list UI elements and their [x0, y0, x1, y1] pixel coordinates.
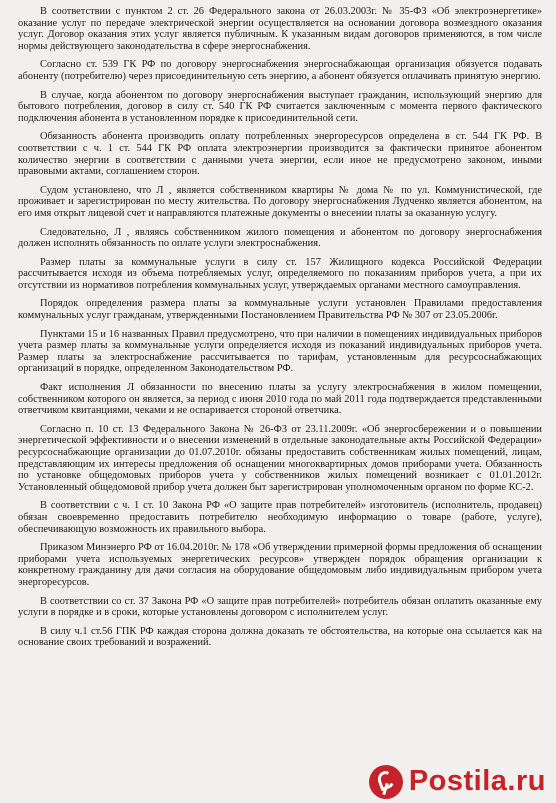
paragraph: В случае, когда абонентом по договору энергоснабжения выступает гражданин, использующий энергию для бытового потребления, договор в силу ст. 540 ГК РФ считается заключенным с момента первого фактического подключения абонента в установленном порядке к присоединительной сети.: [18, 89, 542, 124]
watermark-text: Postila.ru: [408, 765, 546, 798]
paragraph: Следовательно, Л , являясь собственником жилого помещения и абонентом по договору энергоснабжения должен исполнять обязанность по оплате услуги электроснабжения.: [18, 226, 542, 250]
pin-icon: [369, 765, 403, 799]
paragraph: Приказом Минэнерго РФ от 16.04.2010г. № 178 «Об утверждении примерной формы предложения об оснащении приборами учета используемых энергетических ресурсов» утвержден порядок обращения организации к конкретному гражданину для дачи согласия на оборудование общедомовым либо индивидуальным прибором учета энергоресурсов.: [18, 542, 542, 588]
paragraph: В силу ч.1 ст.56 ГПК РФ каждая сторона должна доказать те обстоятельства, на которые она ссылается как на основание своих требований и возражений.: [18, 625, 542, 649]
paragraph: Обязанность абонента производить оплату потребленных энергоресурсов определена в ст. 544 ГК РФ. В соответствии с ч. 1 ст. 544 ГК РФ оплата электроэнергии производится за фактически принятое абонентом количество энергии в соответствии с данными учета энергии, если иное не предусмотрено законом, иными правовыми актами, соглашением сторон.: [18, 131, 542, 178]
paragraph: Пунктами 15 и 16 названных Правил предусмотрено, что при наличии в помещениях индивидуальных приборов учета размер платы за коммунальные услуги определяется исходя из показаний индивидуальных приборов учета. Размер платы за электроснабжение рассчитывается по тарифам, установленным для ресурсоснабжающих организаций в порядке, определенном Законодательством РФ.: [18, 328, 542, 375]
paragraph: Судом установлено, что Л , является собственником квартиры № дома № по ул. Коммунистической, где проживает и зарегистрирован по месту жительства. По договору энергоснабжения Лудченко является абонентом, на его имя открыт лицевой счет и направляются платежные документы о внесении платы за оказанную услугу.: [18, 184, 542, 219]
paragraph: В соответствии со ст. 37 Закона РФ «О защите прав потребителей» потребитель обязан оплатить оказанные ему услуги в порядке и в сроки, которые установлены договором с исполнителем услуг.: [18, 595, 542, 619]
postila-watermark: [369, 765, 546, 799]
paragraph: В соответствии с пунктом 2 ст. 26 Федерального закона от 26.03.2003г. № 35-ФЗ «Об электроэнергетике» оказание услуг по передаче электрической энергии осуществляется на основании договора возмездного оказания услуг. Договор оказания этих услуг является публичным. К указанным видам договоров применяются, в том числе нормы действующего законодательства в сфере энергоснабжения.: [18, 6, 542, 52]
paragraph: Размер платы за коммунальные услуги в силу ст. 157 Жилищного кодекса Российской Федерации рассчитывается исходя из объема потребляемых услуг, определяемого по показаниям приборов учета, а при их отсутствии из нормативов потребления коммунальных услуг, утверждаемых органами местного самоуправления.: [18, 256, 542, 291]
paragraph: Порядок определения размера платы за коммунальные услуги установлен Правилами предоставления коммунальных услуг гражданам, утвержденными Постановлением Правительства РФ № 307 от 23.05.2006г.: [18, 298, 542, 322]
paragraph: Факт исполнения Л обязанности по внесению платы за услугу электроснабжения в жилом помещении, собственником которого он является, за период с июня 2010 года по май 2011 года подтверждается представленными ответчиком квитанциями, чеками и не оспаривается стороной ответчика.: [18, 382, 542, 417]
paragraph: Согласно п. 10 ст. 13 Федерального Закона № 26-ФЗ от 23.11.2009г. «Об энергосбережении и о повышении энергетической эффективности и о внесении изменений в отдельные законодательные акты Российской Федерации» ресурсоснабжающие организации до 01.07.2010г. обязаны предоставить собственникам жилых помещений, лицам, представляющим их интересы предложения об оснащении многоквартирных домов приборами учета. Обязанность по установке общедомовых приборов учета у собственников жилых помещений возникает с 01.01.2012г. Установленный общедомовой прибор учета должен быт зарегистрирован уполномоченным органом по форме КС-2.: [18, 423, 542, 493]
paragraph: Согласно ст. 539 ГК РФ по договору энергоснабжения энергоснабжающая организация обязуется подавать абоненту (потребителю) через присоединительную сеть энергию, а абонент обязуется оплачивать принятую энергию.: [18, 59, 542, 82]
document-body: [18, 6, 542, 649]
paragraph: В соответствии с ч. 1 ст. 10 Закона РФ «О защите прав потребителей» изготовитель (исполнитель, продавец) обязан своевременно предоставить потребителю необходимую информацию о товаре (работе, услуге), обеспечивающую возможность их правильного выбора.: [18, 500, 542, 535]
